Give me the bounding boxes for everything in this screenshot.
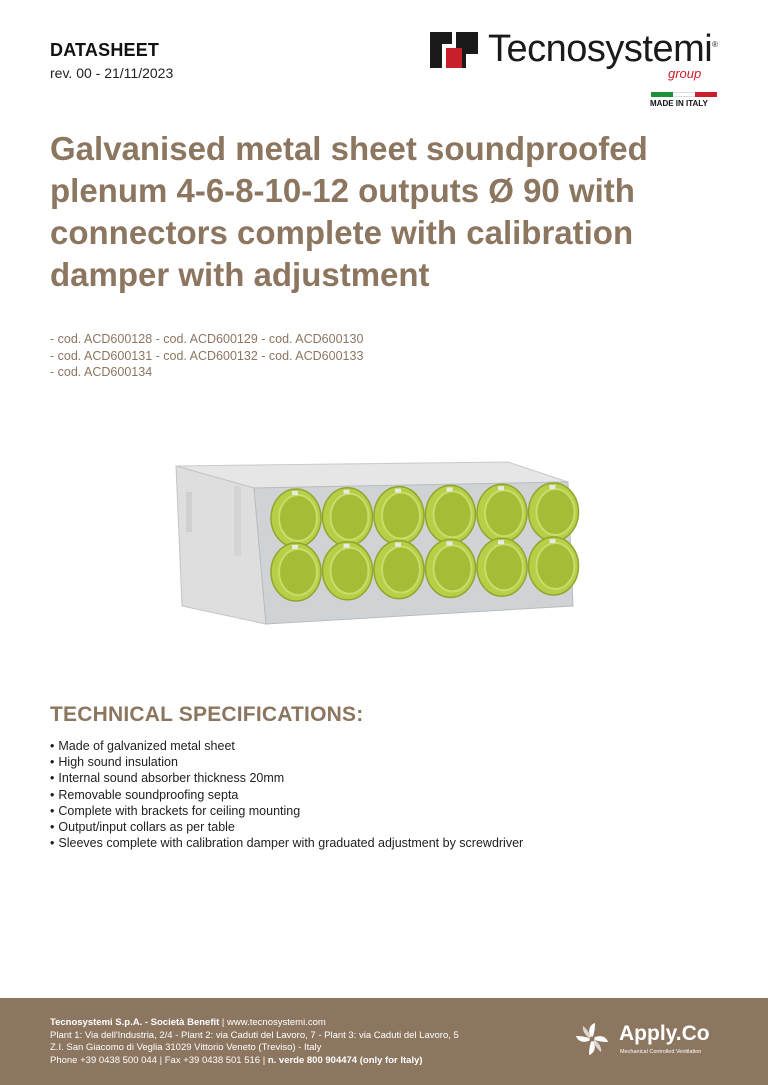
collar-clip <box>447 487 453 491</box>
collar-clip <box>550 539 556 543</box>
footer-toll-free: n. verde 800 904474 (only for Italy) <box>267 1054 423 1066</box>
collar-clip <box>292 491 298 495</box>
collar-clip <box>498 486 504 490</box>
collar-opening <box>485 544 523 590</box>
footer-website[interactable]: www.tecnosystemi.com <box>227 1017 326 1028</box>
spec-item: • Internal sound absorber thickness 20mm <box>50 770 523 786</box>
code-line: - cod. ACD600128 - cod. ACD600129 - cod. ACD600130 <box>50 332 364 346</box>
made-in-label: MADE IN ITALY <box>650 99 708 108</box>
collar-opening <box>279 549 317 595</box>
code-line: - cod. ACD600131 - cod. ACD600132 - cod. ACD600133 <box>50 348 364 363</box>
collar-opening <box>331 494 369 540</box>
footer-phone: Phone +39 0438 500 044 <box>50 1054 157 1066</box>
specs-list <box>50 738 523 851</box>
tecnosystemi-mark-icon <box>428 30 480 70</box>
collar-clip <box>395 543 401 547</box>
footer-company: Tecnosystemi S.p.A. - Società Benefit <box>50 1017 220 1028</box>
brand-registered: ® <box>712 40 718 49</box>
collar-clip <box>498 540 504 544</box>
tecnosystemi-logo <box>428 28 728 88</box>
spec-item: • Sleeves complete with calibration damper with graduated adjustment by screwdriver <box>50 835 523 851</box>
apply-co-logo <box>573 1020 723 1060</box>
revision: rev. 00 - 21/11/2023 <box>50 65 174 81</box>
collar-opening <box>485 490 523 536</box>
spec-item: • Output/input collars as per table <box>50 819 523 835</box>
collar-opening <box>382 547 420 593</box>
doc-type: DATASHEET <box>50 40 160 60</box>
specs-heading: TECHNICAL SPECIFICATIONS: <box>50 703 364 726</box>
collar-opening <box>331 548 369 594</box>
collar-opening <box>434 491 472 537</box>
footer <box>0 998 768 1085</box>
spec-item: • Removable soundproofing septa <box>50 787 523 803</box>
partner-name: Apply.Co <box>619 1022 710 1045</box>
collar-opening <box>382 493 420 539</box>
collar-opening <box>434 545 472 591</box>
product-image <box>168 456 588 636</box>
spec-item: • High sound insulation <box>50 754 523 770</box>
collar-clip <box>395 489 401 493</box>
partner-tagline: Mechanical Controlled Ventilation <box>620 1049 702 1055</box>
header-block <box>50 40 173 81</box>
italian-flag-icon <box>651 92 717 97</box>
collar-clip <box>344 544 350 548</box>
product-codes <box>50 331 363 381</box>
collar-clip <box>447 541 453 545</box>
collar-opening <box>537 543 575 589</box>
page-title: Galvanised metal sheet soundproofed plenum 4-6-8-10-12 outputs Ø 90 with connectors complete with calibration damper with adjustment <box>50 130 648 293</box>
collar-clip <box>292 545 298 549</box>
collar-clip <box>550 485 556 489</box>
code-line: - cod. ACD600134 <box>50 365 153 379</box>
collar-opening <box>537 489 575 535</box>
brand-sub: group <box>668 66 702 81</box>
footer-contact: Tecnosystemi S.p.A. - Società Benefit | www.tecnosystemi.com Plant 1: Via dell'Industria, 2/4 - Plant 2: via Caduti del Lavoro, 7 - Plant 3: via Caduti del Lavoro, 5 Z.I. San Giacomo di Veglia 31029 Vittorio Veneto (Treviso) - Italy Phone +39 0438 500 044 | Fax +39 0438 501 516 | n. verde 800 904474 (only for Italy) <box>50 1017 459 1066</box>
footer-plants: Plant 1: Via dell'Industria, 2/4 - Plant 2: via Caduti del Lavoro, 7 - Plant 3: via Caduti del Lavoro, 5 <box>50 1029 459 1041</box>
collar-opening <box>279 495 317 541</box>
brand-name: Tecnosystemi <box>488 28 713 70</box>
fan-icon <box>573 1020 611 1058</box>
collar-clip <box>344 490 350 494</box>
spec-item: • Complete with brackets for ceiling mounting <box>50 803 523 819</box>
footer-fax: Fax +39 0438 501 516 <box>164 1054 261 1066</box>
footer-address: Z.I. San Giacomo di Veglia 31029 Vittorio Veneto (Treviso) - Italy <box>50 1042 322 1053</box>
spec-item: • Made of galvanized metal sheet <box>50 738 523 754</box>
